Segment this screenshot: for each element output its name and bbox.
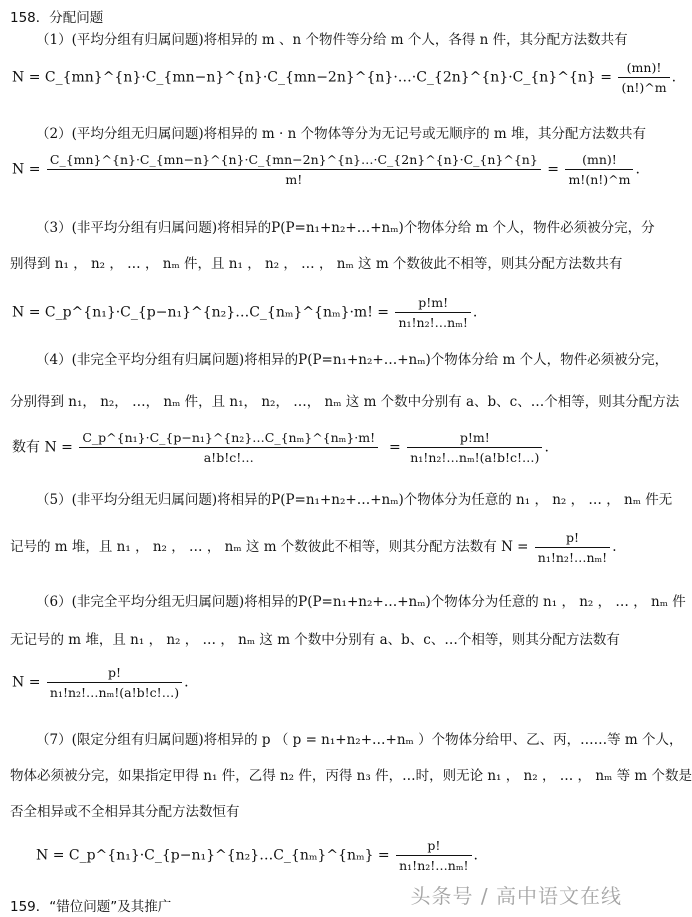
formula-5-denominator: n₁!n₂!…nₘ! [537, 550, 608, 565]
formula-7: N = C_p^{n₁}·C_{p−n₁}^{n₂}…C_{nₘ}^{nₘ} = $\frac{p!}{\text{n₁!n₂!…nₘ!}}$ . [36, 838, 478, 873]
paragraph-6-line-1: （6）(非完全平均分组无归属问题)将相异的P(P=n₁+n₂+…+nₘ)个物体分为任意的 n₁ ， n₂ ， … ， nₘ 件 [36, 594, 686, 610]
formula-7-numerator: p! [396, 838, 471, 856]
formula-6-fraction [47, 665, 182, 700]
paragraph-7-line-1: （7）(限定分组有归属问题)将相异的 p （ p = n₁+n₂+…+nₘ ）个物体分给甲、乙、丙，……等 m 个人， [36, 732, 683, 748]
paragraph-6-line-2: 无记号的 m 堆，且 n₁ ， n₂ ， … ， nₘ 这 m 个数中分别有 a、b、c、…个相等，则其分配方法数有 [10, 632, 620, 648]
paragraph-7-line-2: 物体必须被分完，如果指定甲得 n₁ 件，乙得 n₂ 件，丙得 n₃ 件，…时，则无论 n₁ ， n₂ ， … ， nₘ 等 m 个数是 [10, 768, 692, 784]
formula-3-denominator: n₁!n₂!…nₘ! [398, 315, 468, 330]
paragraph-4-line-2: 分别得到 n₁， n₂， …， nₘ 件，且 n₁， n₂， …， nₘ 这 m 个数中分别有 a、b、c、…个相等，则其分配方法 [10, 394, 680, 410]
formula-3-fraction [395, 295, 470, 330]
formula-5-numerator: p! [535, 530, 610, 548]
formula-1-lhs: N = C_{mn}^{n}·C_{mn−n}^{n}·C_{mn−2n}^{n}·…·C_{2n}^{n}·C_{n}^{n} [12, 69, 596, 86]
formula-5-fraction [535, 530, 610, 565]
formula-7-lhs: N = C_p^{n₁}·C_{p−n₁}^{n₂}…C_{nₘ}^{nₘ} = [36, 847, 390, 864]
formula-3: N = C_p^{n₁}·C_{p−n₁}^{n₂}…C_{nₘ}^{nₘ}·m! = $\frac{p!m!}{\text{n₁!n₂!…nₘ!}}$ . [12, 295, 478, 330]
formula-1: N = C_{mn}^{n}·C_{mn−n}^{n}·C_{mn−2n}^{n}·…·C_{2n}^{n}·C_{n}^{n} = $\frac{(mn)!}{(n!)\^{}m}$ . [12, 60, 677, 95]
formula-2-fraction-left [47, 152, 541, 187]
formula-1-denominator: (n!)^m [621, 80, 667, 95]
formula-6-numerator: p! [47, 665, 182, 683]
formula-4-fraction-left [79, 430, 378, 465]
formula-2-numerator-right: (mn)! [565, 152, 633, 170]
section-heading-159: 159．“错位问题”及其推广 [10, 899, 172, 915]
formula-2-numerator-left: C_{mn}^{n}·C_{mn−n}^{n}·C_{mn−2n}^{n}…·C_{2n}^{n}·C_{n}^{n} [47, 152, 541, 170]
formula-6-denominator: n₁!n₂!…nₘ!(a!b!c!…) [49, 685, 180, 700]
formula-2-denominator-left: m! [285, 172, 303, 187]
formula-1-numerator: (mn)! [618, 60, 669, 78]
formula-7-denominator: n₁!n₂!…nₘ! [399, 858, 469, 873]
formula-4-prefix: 数有 N = [12, 439, 73, 456]
formula-6-lhs: N = [12, 674, 41, 691]
paragraph-3-line-1: （3）(非平均分组有归属问题)将相异的P(P=n₁+n₂+…+nₘ)个物体分给 m 个人，物件必须被分完，分 [36, 220, 655, 236]
formula-4-numerator-left: C_p^{n₁}·C_{p−n₁}^{n₂}…C_{nₘ}^{nₘ}·m! [79, 430, 378, 448]
formula-2: N = $\frac{C\_\{mn\}\^{}\{n\}\cdot C\_\{mn-n\}\^{}\{n\}\cdot C\_\{mn-2n\}\^{}\{n\}\dots\cdot C\_\{2n\}\^{}\{n\}\cdot C\_\{n\}\^{}\{n\}}{m!}$ = $\frac{(mn)!}{m!(n!)\^{}m}$ . [12, 152, 640, 187]
formula-4-fraction-right [407, 430, 542, 465]
formula-2-fraction-right [565, 152, 633, 187]
paragraph-1-text: （1）(平均分组有归属问题)将相异的 m 、n 个物件等分给 m 个人，各得 n 件，其分配方法数共有 [36, 32, 628, 48]
formula-1-fraction [618, 60, 669, 95]
formula-3-numerator: p!m! [395, 295, 470, 313]
formula-3-lhs: N = C_p^{n₁}·C_{p−n₁}^{n₂}…C_{nₘ}^{nₘ}·m! = [12, 304, 390, 321]
paragraph-4-line-1: （4）(非完全平均分组有归属问题)将相异的P(P=n₁+n₂+…+nₘ)个物体分给 m 个人，物件必须被分完， [36, 352, 669, 368]
formula-4-denominator-left: a!b!c!… [203, 450, 254, 465]
formula-7-fraction [396, 838, 471, 873]
formula-4-numerator-right: p!m! [407, 430, 542, 448]
paragraph-5-line-1: （5）(非平均分组无归属问题)将相异的P(P=n₁+n₂+…+nₘ)个物体分为任意的 n₁ ， n₂ ， … ， nₘ 件无 [36, 492, 673, 508]
paragraph-3-line-2: 别得到 n₁ ， n₂ ， … ， nₘ 件，且 n₁ ， n₂ ， … ， nₘ 这 m 个数彼此不相等，则其分配方法数共有 [10, 256, 623, 272]
section-heading-158: 158．分配问题 [10, 10, 104, 26]
paragraph-5-line-2: 记号的 m 堆，且 n₁ ， n₂ ， … ， nₘ 这 m 个数彼此不相等，则其分配方法数有 N = $\frac{p!}{\text{n₁!n₂!…nₘ!}}$ . [10, 530, 617, 565]
paragraph-2-text: （2）(平均分组无归属问题)将相异的 m · n 个物体等分为无记号或无顺序的 m 堆，其分配方法数共有 [36, 126, 646, 142]
formula-6: N = $\frac{p!}{\text{n₁!n₂!…nₘ!(a!b!c!…)}}$ . [12, 665, 189, 700]
paragraph-7-line-3: 否全相异或不全相异其分配方法数恒有 [10, 804, 240, 820]
formula-2-denominator-right: m!(n!)^m [568, 172, 631, 187]
formula-4-denominator-right: n₁!n₂!…nₘ!(a!b!c!…) [410, 450, 540, 465]
watermark: 头条号 / 高中语文在线 [410, 884, 622, 908]
formula-4: 数有 N = $\frac{\text{C\_p\textasciicircum{}\{n₁\}·C\_\{p−n₁\}\textasciicircum{}\{n₂\}…C\_\{nₘ\}\textasciicircum{}\{nₘ\}·m!}}{a!b!c!\dots}$ = $\frac{p!m!}{\text{n₁!n₂!…nₘ!(a!b!c!…)}}$ . [12, 430, 549, 465]
paragraph-5-line-2-text: 记号的 m 堆，且 n₁ ， n₂ ， … ， nₘ 这 m 个数彼此不相等，则其分配方法数有 N = [10, 539, 529, 555]
